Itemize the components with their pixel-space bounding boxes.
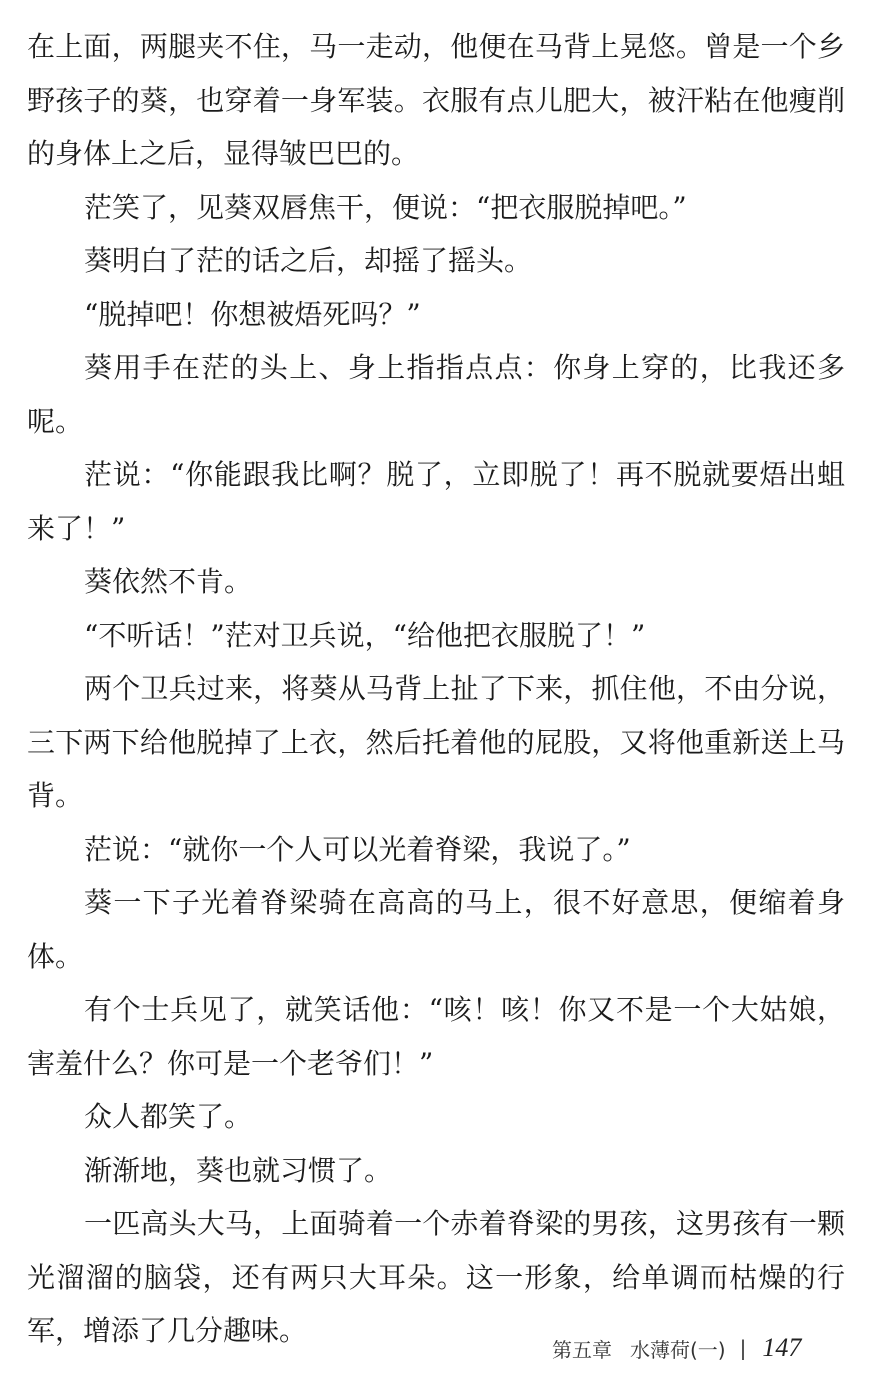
page-footer (552, 1333, 842, 1363)
paragraph: 众人都笑了。 (84, 1100, 253, 1133)
paragraph: 葵一下子光着脊梁骑在高高的马上，很不好意思，便缩着身体。 (27, 886, 845, 973)
footer-separator: | (739, 1336, 747, 1360)
section-title: 水薄荷(一) (630, 1337, 726, 1362)
chapter-label: 第五章 (552, 1337, 612, 1362)
paragraph: 葵明白了茫的话之后，却摇了摇头。 (84, 244, 533, 277)
paragraph: 葵依然不肯。 (84, 565, 253, 598)
paragraph: 渐渐地，葵也就习惯了。 (84, 1153, 393, 1187)
paragraph: 在上面，两腿夹不住，马一走动，他便在马背上晃悠。曾是一个乡野孩子的葵，也穿着一身军装。衣服有点儿肥大，被汗粘在他瘦削的身体上之后，显得皱巴巴的。 (27, 30, 845, 170)
paragraph: 两个卫兵过来，将葵从马背上扯了下来，抓住他，不由分说，三下两下给他脱掉了上衣，然后托着他的屁股，又将他重新送上马背。 (27, 672, 845, 812)
page-number: 147 (762, 1333, 802, 1362)
paragraph: 茫说：“就你一个人可以光着脊梁，我说了。” (84, 832, 631, 866)
paragraph: 葵用手在茫的头上、身上指指点点：你身上穿的，比我还多呢。 (27, 351, 845, 438)
paragraph: 茫说：“你能跟我比啊？脱了，立即脱了！再不脱就要焐出蛆来了！” (27, 458, 845, 545)
paragraph: “不听话！”茫对卫兵说，“给他把衣服脱了！” (84, 618, 646, 652)
paragraph: 有个士兵见了，就笑话他：“咳！咳！你又不是一个大姑娘，害羞什么？你可是一个老爷们！” (27, 993, 845, 1080)
page-body (27, 20, 845, 1358)
paragraph: 茫笑了，见葵双唇焦干，便说：“把衣服脱掉吧。” (84, 190, 687, 224)
paragraph: 一匹高头大马，上面骑着一个赤着脊梁的男孩，这男孩有一颗光溜溜的脑袋，还有两只大耳朵。这一形象，给单调而枯燥的行军，增添了几分趣味。 (27, 1207, 845, 1347)
paragraph: “脱掉吧！你想被焐死吗？” (84, 297, 421, 331)
